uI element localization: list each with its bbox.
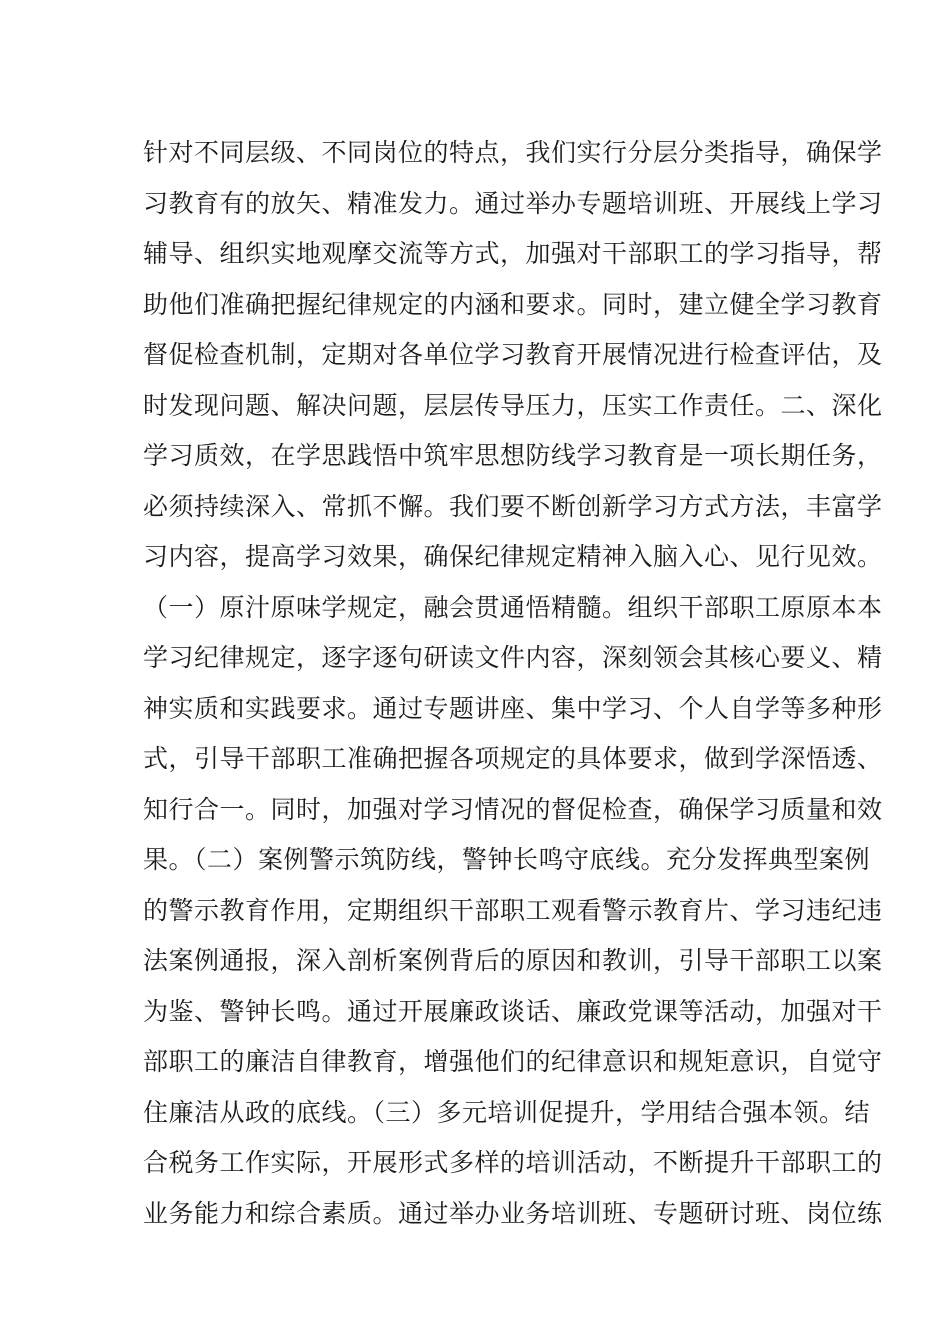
text-line: 合税务工作实际，开展形式多样的培训活动，不断提升干部职工的 [143,1148,883,1177]
text-line: 针对不同层级、不同岗位的特点，我们实行分层分类指导，确保学 [143,138,883,167]
text-line: 的警示教育作用，定期组织干部职工观看警示教育片、学习违纪违 [143,895,883,925]
text-line: （一）原汁原味学规定，融会贯通悟精髓。组织干部职工原原本本 [143,592,883,622]
text-line: 督促检查机制，定期对各单位学习教育开展情况进行检查评估，及 [143,340,883,369]
text-line: 果。（二）案例警示筑防线，警钟长鸣守底线。充分发挥典型案例 [143,845,871,874]
text-line: 助他们准确把握纪律规定的内涵和要求。同时，建立健全学习教育 [143,289,883,319]
text-line: 神实质和实践要求。通过专题讲座、集中学习、个人自学等多种形 [143,693,883,723]
text-line: 时发现问题、解决问题，层层传导压力，压实工作责任。二、深化 [143,390,883,420]
text-line: 习教育有的放矢、精准发力。通过举办专题培训班、开展线上学习 [143,188,883,218]
text-line: 业务能力和综合素质。通过举办业务培训班、专题研讨班、岗位练 [143,1198,883,1228]
text-line: 习内容，提高学习效果，确保纪律规定精神入脑入心、见行见效。 [143,542,883,571]
text-line: 辅导、组织实地观摩交流等方式，加强对干部职工的学习指导，帮 [143,239,883,268]
text-line: 为鉴、警钟长鸣。通过开展廉政谈话、廉政党课等活动，加强对干 [143,996,883,1026]
text-line: 部职工的廉洁自律教育，增强他们的纪律意识和规矩意识，自觉守 [143,1047,883,1076]
text-line: 式，引导干部职工准确把握各项规定的具体要求，做到学深悟透、 [143,744,883,773]
text-line: 必须持续深入、常抓不懈。我们要不断创新学习方式方法，丰富学 [143,491,883,521]
body-text [143,128,883,1239]
text-line: 学习质效，在学思践悟中筑牢思想防线学习教育是一项长期任务， [143,441,883,470]
text-line: 学习纪律规定，逐字逐句研读文件内容，深刻领会其核心要义、精 [143,643,883,672]
text-line: 法案例通报，深入剖析案例背后的原因和教训，引导干部职工以案 [143,946,883,975]
text-line: 知行合一。同时，加强对学习情况的督促检查，确保学习质量和效 [143,794,883,824]
text-line: 住廉洁从政的底线。（三）多元培训促提升，学用结合强本领。结 [143,1097,871,1127]
